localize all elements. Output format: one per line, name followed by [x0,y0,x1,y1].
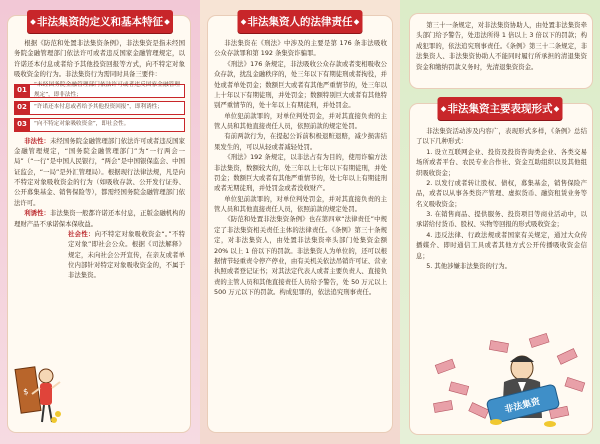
liability-para-2: 《刑法》176 条规定，非法吸收公众存款或者变相吸收公众存款，扰乱金融秩序的，处三年以下有期徒刑或者拘役，并处或者单处罚金；数额巨大或者有其他严重情节的，处三年以上十年以下有期徒刑，并处罚金；数额特别巨大或者有其他特别严重情节的，处十年以上有期徒刑，并处罚金。 [214,59,387,110]
sociality-text: 向不特定对象吸收资金“。”不特定对象”即社会公众。根据《司法解释》规定，未向社会公开宣传，在亲友或者单位内部针对特定对象吸收资金的，不属于非法集资。 [68,229,186,280]
panel-legal-liability [200,0,400,444]
definition-intro: 根据《防范和处置非法集资条例》，非法集资是指未经国务院金融管理部门依法许可或者违反国家金融管理规定，以许诺还本付息或者给予其他投资回报等方式，向不特定对象吸收资金的行为。非法集资行为需同时具备三要件： [14,39,185,79]
forms-title: 非法集资主要表现形式 [438,97,563,120]
illegality-paragraph [14,136,185,209]
liability-para-6: 单位犯前款罪的，对单位判处罚金，并对其直接负责的主管人员和其他直接责任人员，依照前款的规定处罚。 [214,194,387,213]
cartoon-bag-label: 非法集资 [503,396,542,416]
forms-item: 1. 设立互联网企业、投资及投资咨询类企业、各类交易场所或者平台、农民专业合作社、资金互助组织以及其他组织吸收资金； [416,147,587,177]
forms-item: 5. 其他涉嫌非法集资的行为。 [426,261,512,270]
requirement-text: “未经国务院金融管理部门依法许可或者违反国家金融管理规定”，即非法性； [30,84,185,98]
forms-item: 2. 以发行或者转让股权、债权，募集基金，销售保险产品，或者以从事各类资产管理、虚拟货币、融资租赁业务等名义吸收资金； [416,178,587,208]
panel-forms [400,0,600,444]
requirement-number: 01 [14,84,30,98]
forms-item: 4. 违反法律、行政法规或者国家有关规定，通过大众传播媒介、即时通信工具或者其他方式公开传播吸收资金信息； [416,230,587,260]
forms-item: 3. 在销售商品、提供服务、投资项目等商业活动中，以承诺给付货币、股权、实物等回报的形式吸收资金； [416,210,587,229]
sociality-paragraph [68,229,185,281]
liability-body [214,38,387,297]
illegality-term: 非法性： [24,136,50,145]
requirement-item [14,101,185,115]
liability-para-4: 有前两款行为，在提起公诉前积极退赃退赔，减少损害结果发生的，可以从轻或者减轻处罚。 [214,132,387,151]
requirement-text: “许诺还本付息或者给予其他投资回报”，即利诱性； [30,101,185,115]
illegal-fundraising-cartoon-illustration [430,322,590,434]
assistant-liability-text: 第三十一条规定，对非法集资协助人，由处置非法集资牵头部门给予警告，处违法所得 1 倍以上 3 倍以下的罚款；构成犯罪的，依法追究刑事责任。《条例》第三十二条规定，非法集资人、非法集资协助人不能同时履行所承担的清退集资资金和缴纳罚款义务时，先清退集资资金。 [416,21,587,71]
inducement-text: 非法集资一般都许诺还本付息，正版金融机构的理财产品不承诺保本保收益。 [14,209,186,228]
liability-para-7: 《防范和处置非法集资条例》也在第四章“法律责任”中规定了非法集资相关责任主体的法律责任。《条例》第三十条规定，对非法集资人，由处置非法集资牵头部门处集资金额 20% 以上 1 倍以下的罚款。非法集资人为单位的，还可以根据情节轻重责令停产停业，由有关机关依法吊销许可证、营业执照或者登记证书；对其法定代表人或者主要负责人、直接负责的主管人员和其他直接责任人员给予警告，处 50 万元以上 500 万元以下的罚款。构成犯罪的，依法追究刑事责任。 [214,215,387,296]
requirement-number: 02 [14,101,30,115]
requirement-number: 03 [14,118,30,132]
requirement-list [14,84,185,132]
illegality-text: 未经国务院金融管理部门依法许可或者违反国家金融管理规定，“国务院金融管理部门”为“一行两会一局”（“一行”是中国人民银行，“两会”是中国银保监会、中国证监会，“一局”是外汇管理局）。根据现行法律法规，凡是向不特定对象吸收资金的行为（如吸收存款、公开发行证券、公开募集基金、销售保险等），都需经国务院金融管理部门依法许可。 [14,136,186,207]
liability-title: 非法集资人的法律责任 [238,10,363,33]
definition-body [14,38,185,281]
liability-para-3: 单位犯前款罪的，对单位判处罚金，并对其直接负责的主管人员和其他直接责任人员，依照前款的规定处罚。 [214,111,387,130]
panel-definition [0,0,200,444]
requirement-item [14,84,185,98]
liability-para-5: 《刑法》192 条规定，以非法占有为目的，使用诈骗方法非法集资，数额较大的，处三年以上七年以下有期徒刑，并处罚金；数额巨大或者有其他严重情节的，处七年以上有期徒刑或者无期徒刑，并处罚金或者没收财产。 [214,153,387,193]
forms-intro: 非法集资活动涉及内容广，表现形式多样，《条例》总结了以下几种形式： [416,127,587,146]
forms-body [416,126,587,271]
requirement-item [14,118,185,132]
liability-para-1: 非法集资在《刑法》中涉及的主要是第 176 条非法吸收公众存款罪和第 192 条集资诈骗罪。 [214,39,387,58]
svg-text:$: $ [22,387,29,397]
inducement-paragraph [14,208,185,229]
sociality-term: 社会性： [68,229,95,238]
cartoon-money-man-illustration [14,360,62,428]
inducement-term: 利诱性： [24,209,50,218]
forms-top-text [416,20,587,72]
requirement-text: “向不特定对象吸收资金”，即社会性。 [30,118,185,132]
definition-title: 非法集资的定义和基本特征 [27,10,173,33]
